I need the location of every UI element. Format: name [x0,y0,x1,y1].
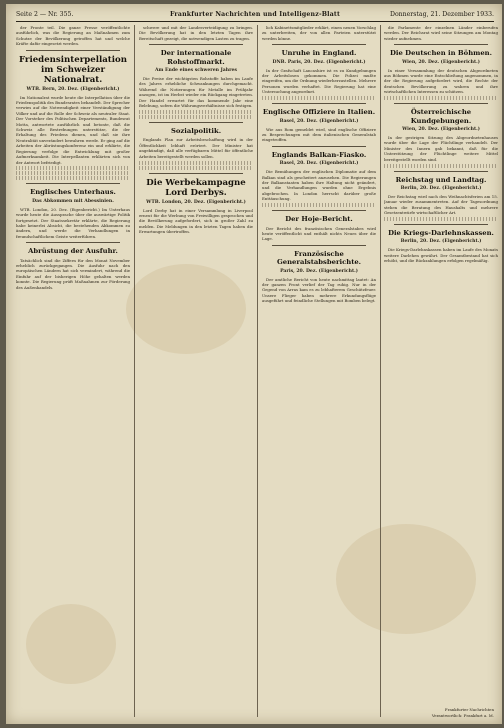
divider [26,242,120,243]
article-body: Die Bemühungen der englischen Diplomatie auf dem Balkan sind als gescheitert anzusehen. Die Regierungen der Balkanstaaten haben ihre Haltung nicht geändert, und die Verhandlungen wurden ohne Ergebnis abgebrochen. In London herrscht darüber große Enttäuschung. [262,169,376,202]
article-heading: Englisches Unterhaus. [30,188,116,197]
article-heading: Friedensinterpellation im Schweizer Nationalrat. [18,54,128,85]
text-filler [16,166,130,170]
divider [394,171,488,172]
running-header [16,9,494,22]
divider [26,50,120,51]
page-number: Seite 2 — Nr. 355. [16,11,74,18]
text-filler [384,96,498,100]
text-filler [139,161,253,165]
article-heading: Der internationale Rohstoffmarkt. [160,49,232,66]
article-body: Die Kriegs-Darlehnskassen haben im Laufe des Monats weitere Darlehen gewährt. Der Gesamtbestand hat sich erhöht, und die Rückzahlungen erfolgen regelmäßig. [384,247,498,264]
text-filler [16,176,130,180]
text-filler [384,217,498,221]
text-filler [16,171,130,175]
article-dateline: WTB. London, 20. Dez. (Eigenbericht.) [146,199,246,205]
article-heading: Österreichische Kundgebungen. [410,108,472,125]
article-body: die Parlamente der einzelnen Länder einberufen werden. Der Reichsrat wird seine Sitzungen am Montag wieder aufnehmen. [384,25,498,41]
divider [272,245,366,246]
divider [272,146,366,147]
text-filler [262,203,376,207]
article-subheading: Am Ende eines schweren Jahres [154,68,238,74]
article-dateline: Basel, 20. Dez. (Eigenbericht.) [279,118,359,124]
article-dateline: Wien, 20. Dez. (Eigenbericht.) [402,59,480,65]
article-body: Wie aus Rom gemeldet wird, sind englische Offiziere zu Besprechungen mit dem italienischen Generalstab eingetroffen. [262,126,376,143]
column-2 [139,25,253,717]
article-heading: Englands Balkan-Fiasko. [271,150,367,159]
article-heading: Französische Generalstabsberichte. [276,249,362,267]
divider [272,44,366,45]
text-filler [384,164,498,168]
article-heading: Englische Offiziere in Italien. [262,108,376,117]
column-separator [380,25,381,717]
article-subheading: Das Abkommen mit Abessinien. [32,198,114,204]
article-body: Englands Plan zur Arbeitsbeschaffung wird in der Öffentlichkeit lebhaft erörtert. Der Minister hat angekündigt, daß alle verfügbaren Mittel für öffentliche Arbeiten bereitgestellt werden sollen. [139,137,253,159]
article-heading: Die Deutschen in Böhmen. [390,49,492,58]
article-body: Die Preise der wichtigsten Rohstoffe haben im Laufe des Jahres erhebliche Schwankungen durchgemacht. Während die Notierungen für Metalle im Frühjahr anzogen, ist im Herbst wieder ein Rückgang eingetreten. Der Handel erwartet für das kommende Jahr eine Belebung, sofern die Währungsverhältnisse sich festigen. [139,76,253,109]
article-body: der Fronte teil. Die ganze Presse veröffentlichte ausführlich, was die Regierung an Maßnahmen zum Schutze der Bevölkerung getroffen hat und welche Kräfte dafür eingesetzt werden. [16,25,130,47]
footer-publisher: Frankfurter Nachrichten [444,707,494,712]
footer-credit: Verantwortlich: Frankfurt a. M. [431,713,494,718]
newspaper-title: Frankfurter Nachrichten und Intelligenz-Blatt [169,11,341,18]
article-body: schwere und mit der Landesverteidigung zu bringen. Die Bevölkerung hat in den letzten Tagen ihre Bereitschaft gezeigt, die notwendigen Lasten zu tragen. [139,25,253,41]
article-body: Im Nationalrat wurde heute die Interpellation über die Friedenspolitik des Bundesrates behandelt. Der Sprecher verwies auf die Notwendigkeit einer Verständigung der Völker und auf die Rolle der Schweiz als neutraler Staat. Der Vorsteher des Politischen Departements, Bundesrat Motta, antwortete ausführlich und betonte, daß die Schweiz alle Bestrebungen unterstütze, die der Erhaltung des Friedens dienen, und daß sie ihre Neutralität unverändert bewahren werde. Er ging auf die Arbeiten der Abrüstungskonferenz ein und erklärte, die Regierung verfolge die Entwicklung mit großer Aufmerksamkeit. Die Interpellanten erklärten sich von der Antwort befriedigt. [16,94,130,165]
article-body: Der Reichstag wird nach den Weihnachtsferien am 15. Januar wieder zusammentreten. Auf der Tagesordnung stehen die Beratung des Haushalts und mehrere Gesetzentwürfe wirtschaftlicher Art. [384,193,498,216]
text-filler [139,166,253,170]
text-filler [139,115,253,119]
article-body: lich Kabinettsmitglieder erklärt, einen neuen Vorschlag zu unterbreiten, der von allen Parteien unterstützt werden könne. [262,25,376,41]
divider [149,122,243,123]
article-heading: Sozialpolitik. [170,126,222,135]
column-separator [134,25,135,717]
article-dateline: WTB. Bern, 20. Dez. (Eigenbericht.) [26,86,120,92]
article-heading: Abrüstung der Ausfuhr. [28,247,118,256]
article-heading: Unruhe in England. [281,49,357,58]
text-filler [262,96,376,100]
issue-date: Donnerstag, 21. Dezember 1933. [389,11,494,18]
column-separator [257,25,258,717]
divider [394,44,488,45]
divider [272,210,366,211]
article-dateline: Wien, 20. Dez. (Eigenbericht.) [402,126,480,132]
article-dateline: Paris, 20. Dez. (Eigenbericht.) [280,268,358,274]
article-dateline: Basel, 20. Dez. (Eigenbericht.) [279,161,359,167]
article-body: In der gestrigen Sitzung des Abgeordnetenhauses wurde über die Lage der Flüchtlinge verhandelt. Der Minister des Innern gab bekannt, daß für die Unterstützung der Flüchtlinge weitere Mittel bereitgestellt worden sind. [384,134,498,162]
article-body: Tatsächlich sind die Ziffern für den Monat November erheblich zurückgegangen. Die Ausfuhr nach den europäischen Ländern hat sich vermindert, während die Einfuhr auf der bisherigen Höhe gehalten werden konnte. Die Regierung prüft Maßnahmen zur Förderung des Außenhandels. [16,257,130,290]
divider [394,224,488,225]
article-heading: Der Hoje-Bericht. [285,215,353,224]
text-filler [139,110,253,114]
article-heading: Die Werbekampagne Lord Derbys. [146,177,246,198]
article-heading: Die Kriegs-Darlehnskassen. [388,229,494,238]
divider [26,183,120,184]
article-body: Der Bericht des französischen Generalstabes wird heute veröffentlicht und enthält nichts Neues über die Lage. [262,225,376,242]
article-dateline: DNB. Paris, 20. Dez. (Eigenbericht.) [272,59,366,65]
column-3 [262,25,376,717]
divider [149,44,243,45]
newspaper-page [6,4,502,724]
article-dateline: Berlin, 20. Dez. (Eigenbericht.) [400,239,482,245]
column-4 [384,25,498,717]
article-body: Der amtliche Bericht von heute nachmittag lautet: An der ganzen Front verlief der Tag ruhig. Nur in der Gegend von Arras kam es zu lebhafterem Geschützfeuer. Unsere Flieger haben mehrere Erkundungsflüge ausgeführt und feindliche Stellungen mit Bomben belegt. [262,276,376,304]
column-1 [16,25,130,717]
article-body: In der Grafschaft Lancashire ist es zu Kundgebungen der Arbeitslosen gekommen. Die Polizei mußte eingreifen, um die Ordnung wiederherzustellen. Mehrere Personen wurden verhaftet. Die Regierung hat eine Untersuchung angeordnet. [262,67,376,95]
divider [149,173,243,174]
article-dateline: Berlin, 20. Dez. (Eigenbericht.) [400,185,482,191]
article-body: Lord Derby hat in einer Versammlung in Liverpool erneut für die Werbung von Freiwilligen gesprochen und die Bevölkerung aufgefordert, sich in großer Zahl zu melden. Die Meldungen in den letzten Tagen haben die Erwartungen übertroffen. [139,207,253,235]
article-body: In einer Versammlung der deutschen Abgeordneten aus Böhmen wurde eine Entschließung angenommen, in der die Regierung aufgefordert wird, die Rechte der deutschen Bevölkerung zu wahren und ihre wirtschaftlichen Interessen zu schützen. [384,67,498,95]
divider [272,103,366,104]
article-heading: Reichstag und Landtag. [395,175,487,184]
divider [394,103,488,104]
article-body: WTB. London, 20. Dez. (Eigenbericht.) Im Unterhaus wurde heute die Aussprache über die auswärtige Politik fortgesetzt. Der Staatssekretär erklärte, die Regierung habe keinerlei Absicht, die bestehenden Abkommen zu ändern, und werde die Verhandlungen in freundschaftlichem Geiste weiterführen. [16,206,130,239]
